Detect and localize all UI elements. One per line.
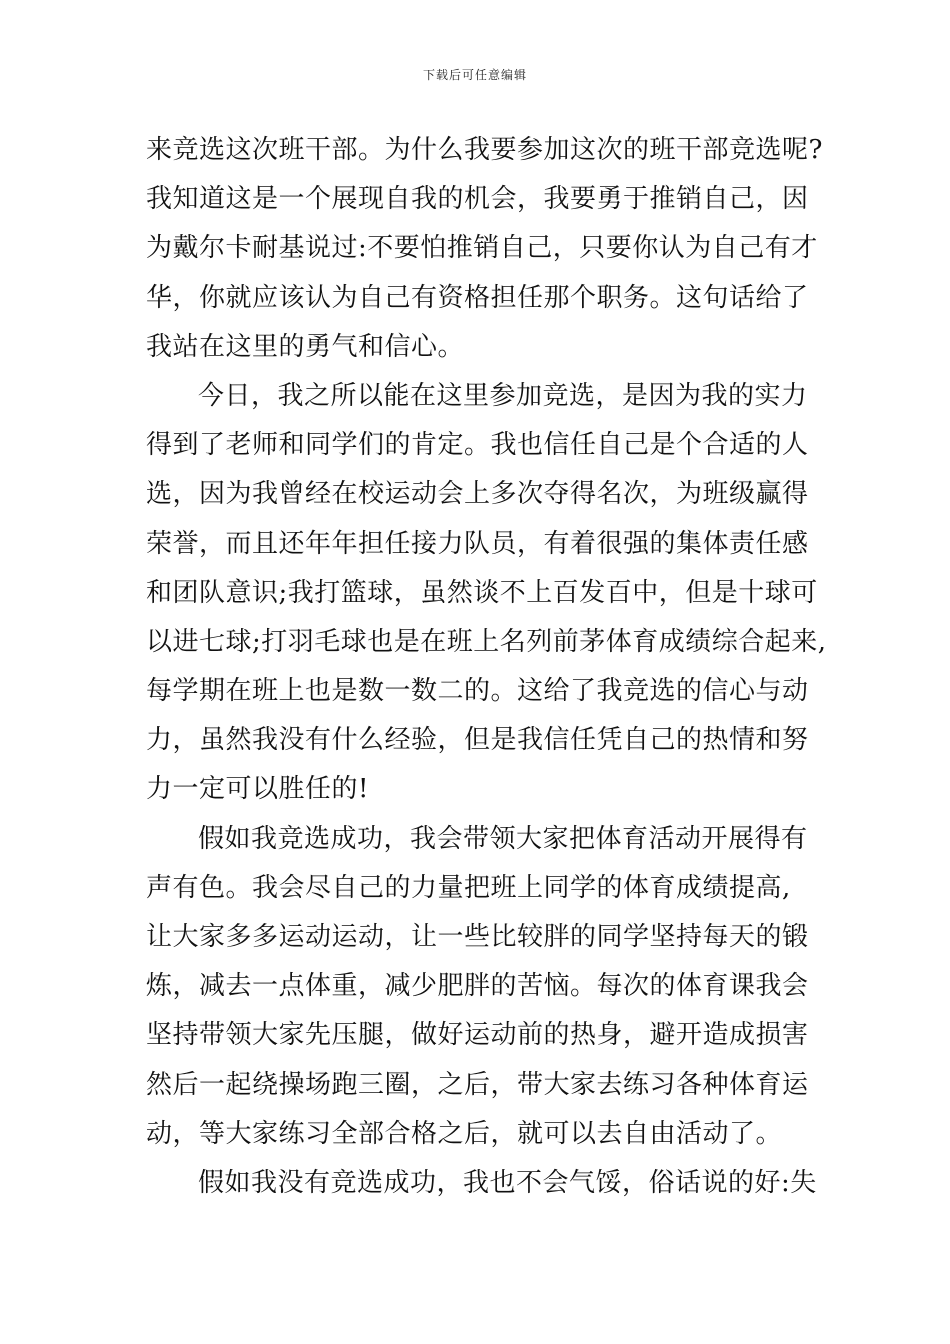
text-line: 炼，减去一点体重，减少肥胖的苦恼。每次的体育课我会 bbox=[146, 971, 809, 1002]
paragraph-start-line: 假如我竞选成功，我会带领大家把体育活动开展得有 bbox=[198, 823, 808, 854]
text-line: 每学期在班上也是数一数二的。这给了我竞选的信心与动 bbox=[146, 676, 809, 707]
body-text bbox=[146, 126, 836, 1208]
text-line: 华，你就应该认为自己有资格担任那个职务。这句话给了 bbox=[146, 282, 809, 313]
text-line: 选，因为我曾经在校运动会上多次夺得名次，为班级赢得 bbox=[146, 479, 809, 510]
text-line: 以进七球;打羽毛球也是在班上名列前茅体育成绩综合起来, bbox=[146, 626, 827, 657]
paragraph-start-line: 假如我没有竞选成功，我也不会气馁，俗话说的好:失 bbox=[198, 1167, 817, 1198]
text-line: 声有色。我会尽自己的力量把班上同学的体育成绩提高, bbox=[146, 872, 791, 903]
text-line: 为戴尔卡耐基说过:不要怕推销自己，只要你认为自己有才 bbox=[146, 233, 818, 264]
text-line: 我站在这里的勇气和信心。 bbox=[146, 331, 465, 362]
text-line: 力一定可以胜任的! bbox=[146, 774, 369, 805]
text-line: 让大家多多运动运动，让一些比较胖的同学坚持每天的锻 bbox=[146, 922, 809, 952]
header-note: 下载后可任意编辑 bbox=[422, 68, 527, 82]
text-line: 得到了老师和同学们的肯定。我也信任自己是个合适的人 bbox=[146, 430, 809, 461]
text-line: 和团队意识;我打篮球，虽然谈不上百发百中，但是十球可 bbox=[146, 577, 818, 608]
text-line: 然后一起绕操场跑三圈，之后，带大家去练习各种体育运 bbox=[146, 1069, 809, 1100]
paragraph-start-line: 今日，我之所以能在这里参加竞选，是因为我的实力 bbox=[198, 380, 808, 411]
text-line: 荣誉，而且还年年担任接力队员，有着很强的集体责任感 bbox=[146, 528, 809, 559]
text-line: 来竞选这次班干部。为什么我要参加这次的班干部竞选呢? bbox=[146, 135, 823, 165]
text-line: 力，虽然我没有什么经验，但是我信任凭自己的热情和努 bbox=[146, 725, 809, 756]
text-line: 坚持带领大家先压腿，做好运动前的热身，避开造成损害 bbox=[146, 1020, 809, 1051]
text-line: 动，等大家练习全部合格之后，就可以去自由活动了。 bbox=[146, 1118, 783, 1149]
text-line: 我知道这是一个展现自我的机会，我要勇于推销自己，因 bbox=[146, 184, 809, 215]
